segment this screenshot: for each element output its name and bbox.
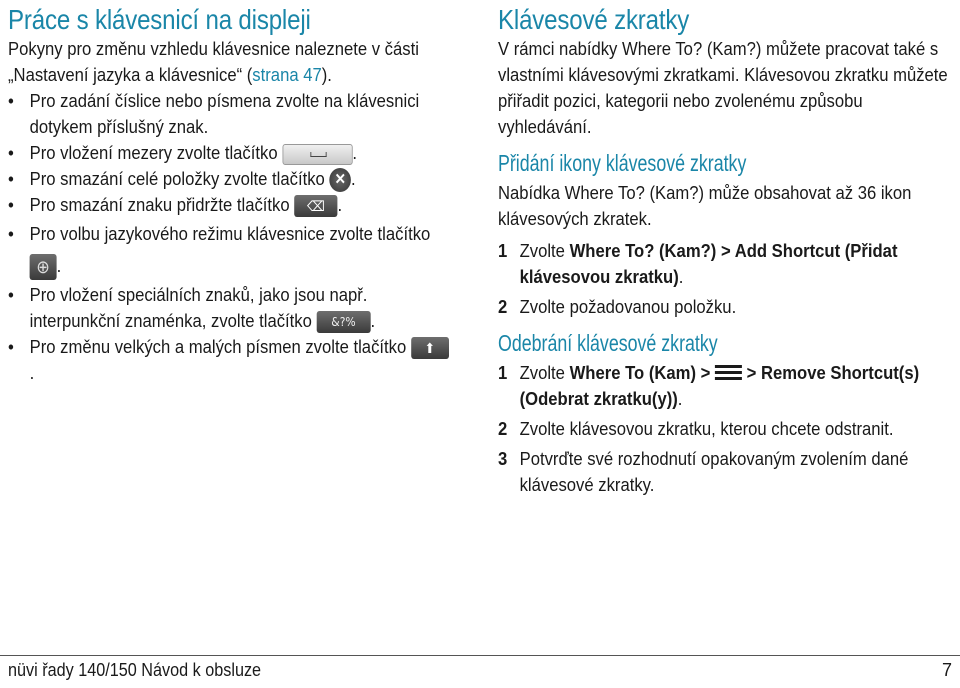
step-text: Zvolte bbox=[519, 362, 570, 383]
step-command: Where To? (Kam?) > Add Shortcut (Přidat klávesovou zkratku) bbox=[519, 240, 898, 287]
step-text: Zvolte bbox=[519, 240, 570, 261]
step-number: 2 bbox=[498, 296, 508, 317]
symbols-key-icon: &?% bbox=[317, 311, 371, 333]
bullet-text: Pro zadání číslice nebo písmena zvolte na klávesnici dotykem příslušný znak. bbox=[29, 90, 420, 137]
list-item: • Pro smazání celé položky zvolte tlačítko ✕ . bbox=[8, 166, 452, 192]
list-item bbox=[498, 238, 956, 290]
step-end: . bbox=[677, 388, 683, 409]
step-text: Zvolte požadovanou položku. bbox=[519, 296, 737, 317]
remove-shortcut-heading: Odebrání klávesové zkratky bbox=[498, 330, 718, 356]
footer-divider bbox=[0, 655, 960, 656]
shortcuts-intro: V rámci nabídky Where To? (Kam?) můžete pracovat také s vlastními klávesovými zkratkami. Klávesovou zkratku můžete přiřadit pozici, kategorii nebo zvolenému způsobu vyhledávání. bbox=[498, 38, 948, 137]
step-number: 2 bbox=[498, 418, 508, 439]
right-text bbox=[498, 36, 956, 498]
clear-icon: ✕ bbox=[329, 168, 351, 192]
list-item: • Pro změnu velkých a malých písmen zvolte tlačítko ⬆. bbox=[8, 334, 452, 386]
page-reference-link[interactable]: strana 47 bbox=[252, 64, 322, 85]
backspace-icon: ⌫ bbox=[294, 195, 337, 217]
left-text bbox=[8, 36, 452, 386]
page-number: 7 bbox=[941, 660, 952, 680]
list-item: • Pro smazání znaku přidržte tlačítko ⌫ . bbox=[8, 192, 452, 218]
step-number: 1 bbox=[498, 240, 508, 261]
list-item bbox=[498, 360, 956, 412]
list-item bbox=[498, 446, 956, 498]
intro-end: ). bbox=[321, 64, 332, 85]
list-item: • Pro vložení mezery zvolte tlačítko . bbox=[8, 140, 452, 166]
bullet-text: Pro smazání znaku přidržte tlačítko bbox=[29, 194, 290, 216]
shift-key-icon: ⬆ bbox=[411, 337, 449, 359]
add-shortcut-steps bbox=[498, 238, 956, 320]
remove-shortcut-steps bbox=[498, 360, 956, 498]
bullet-text: Pro změnu velkých a malých písmen zvolte tlačítko bbox=[29, 336, 407, 358]
step-text: Zvolte klávesovou zkratku, kterou chcete odstranit. bbox=[519, 418, 894, 439]
bullet-text: Pro vložení speciálních znaků, jako jsou např. interpunkční znaménka, zvolte tlačítko bbox=[29, 284, 368, 332]
section-title: Klávesové zkratky bbox=[498, 4, 690, 35]
intro-text: Pokyny pro změnu vzhledu klávesnice naleznete v části „Nastavení jazyka a klávesnice“ ( bbox=[8, 38, 419, 85]
step-end: . bbox=[678, 266, 684, 287]
step-number: 1 bbox=[498, 362, 508, 383]
bullet-text: Pro vložení mezery zvolte tlačítko bbox=[29, 142, 278, 163]
page-title: Práce s klávesnicí na displeji bbox=[8, 4, 311, 35]
step-number: 3 bbox=[498, 448, 508, 469]
add-shortcut-text: Nabídka Where To? (Kam?) může obsahovat až 36 ikon klávesových zkratek. bbox=[498, 182, 912, 229]
bullet-text: Pro smazání celé položky zvolte tlačítko bbox=[29, 168, 325, 189]
right-column bbox=[498, 0, 956, 498]
list-item: • Pro volbu jazykového režimu klávesnice zvolte tlačítko ⊕ . bbox=[8, 218, 452, 282]
keyboard-instructions bbox=[8, 88, 452, 386]
add-shortcut-heading: Přidání ikony klávesové zkratky bbox=[498, 150, 747, 176]
intro-paragraph bbox=[8, 36, 452, 88]
step-command: Where To (Kam) > bbox=[569, 362, 715, 383]
globe-icon: ⊕ bbox=[30, 254, 57, 280]
step-command: > Remove Shortcut(s) (Odebrat zkratku(y)) bbox=[519, 362, 920, 409]
left-column bbox=[8, 0, 452, 386]
bullet-text: Pro volbu jazykového režimu klávesnice zvolte tlačítko bbox=[29, 223, 431, 245]
footer-manual-title: nüvi řady 140/150 Návod k obsluze bbox=[8, 660, 262, 680]
step-text: Potvrďte své rozhodnutí opakovaným zvolením dané klávesové zkratky. bbox=[519, 448, 909, 495]
space-key-icon bbox=[282, 144, 352, 165]
menu-icon bbox=[715, 362, 742, 382]
list-item: • Pro vložení speciálních znaků, jako jsou např. interpunkční znaménka, zvolte tlačítko &?% . bbox=[8, 282, 452, 334]
list-item bbox=[8, 88, 452, 140]
list-item bbox=[498, 294, 956, 320]
list-item bbox=[498, 416, 956, 442]
